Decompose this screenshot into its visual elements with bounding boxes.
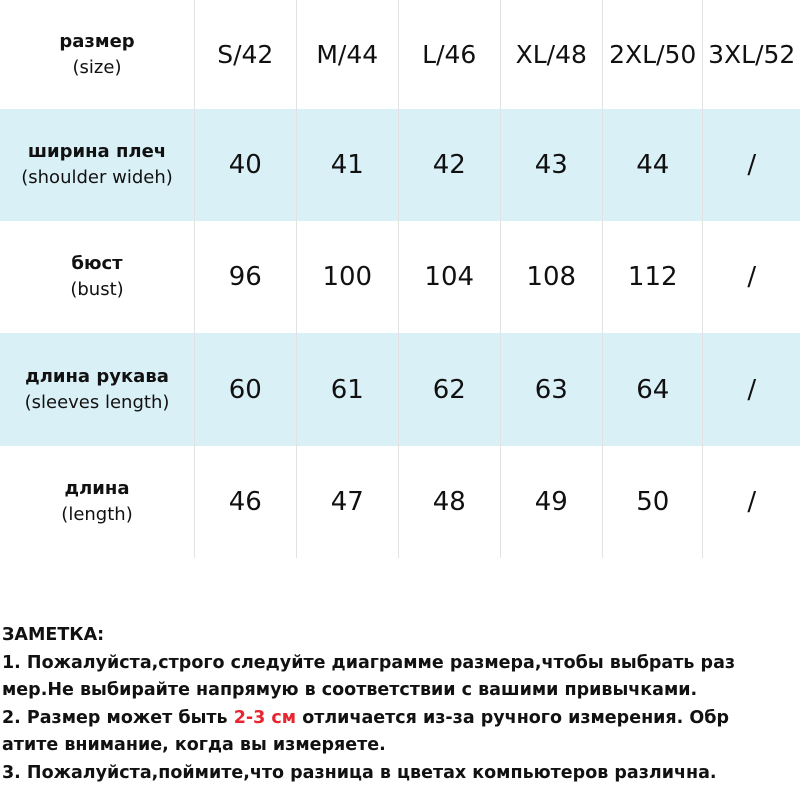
value-cell: 46 — [194, 446, 296, 558]
value-cell: 63 — [500, 333, 602, 446]
value-cell: 44 — [602, 109, 703, 221]
size-cell: 3XL/52 — [702, 0, 800, 109]
value-cell: / — [702, 333, 800, 446]
value-cell: 60 — [194, 333, 296, 446]
size-cell: L/46 — [398, 0, 500, 109]
value-cell: 41 — [296, 109, 398, 221]
row-label-cell — [0, 221, 194, 333]
size-header-row — [0, 0, 800, 109]
value-cell: 61 — [296, 333, 398, 446]
size-cell: M/44 — [296, 0, 398, 109]
note-2-prefix: 2. Размер может быть — [2, 707, 234, 728]
row-label-cell — [0, 446, 194, 558]
value-cell: 47 — [296, 446, 398, 558]
row-label-cell — [0, 333, 194, 446]
row-label-en: (length) — [61, 504, 133, 525]
note-line-3: 3. Пожалуйста,поймите,что разница в цветах компьютеров различна. — [2, 762, 717, 783]
value-cell: 40 — [194, 109, 296, 221]
size-cell: S/42 — [194, 0, 296, 109]
row-label-ru: длина — [64, 478, 130, 499]
notes-title: ЗАМЕТКА: — [2, 625, 105, 645]
note-line-1a: 1. Пожалуйста,строго следуйте диаграмме размера,чтобы выбрать раз — [2, 652, 736, 673]
value-cell: 108 — [500, 221, 602, 333]
row-label-cell — [0, 109, 194, 221]
value-cell: 50 — [602, 446, 703, 558]
value-cell: 42 — [398, 109, 500, 221]
note-2-highlight: 2-3 см — [233, 707, 297, 728]
table-row-length — [0, 446, 800, 558]
header-label-en: (size) — [72, 56, 122, 78]
table-row-shoulder-width — [0, 109, 800, 221]
row-label-ru: бюст — [71, 253, 123, 274]
header-label-cell — [0, 0, 194, 109]
value-cell: / — [702, 446, 800, 558]
note-line-2b: атите внимание, когда вы измеряете. — [2, 735, 386, 755]
notes-section — [2, 622, 798, 787]
value-cell: 49 — [500, 446, 602, 558]
value-cell: / — [702, 221, 800, 333]
row-label-en: (shoulder wideh) — [21, 167, 173, 188]
row-label-en: (bust) — [70, 279, 124, 300]
value-cell: / — [702, 109, 800, 221]
value-cell: 112 — [602, 221, 703, 333]
value-cell: 100 — [296, 221, 398, 333]
note-line-1b: мер.Не выбирайте напрямую в соответствии с вашими привычками. — [2, 680, 698, 700]
value-cell: 64 — [602, 333, 703, 446]
value-cell: 62 — [398, 333, 500, 446]
value-cell: 96 — [194, 221, 296, 333]
row-label-ru: ширина плеч — [27, 141, 167, 162]
table-row-sleeve-length — [0, 333, 800, 446]
note-2-suffix: отличается из-за ручного измерения. Обр — [296, 707, 730, 728]
value-cell: 48 — [398, 446, 500, 558]
size-cell: XL/48 — [500, 0, 602, 109]
value-cell: 104 — [398, 221, 500, 333]
row-label-en: (sleeves length) — [24, 391, 170, 413]
value-cell: 43 — [500, 109, 602, 221]
note-line-2a — [2, 705, 798, 733]
table-row-bust — [0, 221, 800, 333]
size-cell: 2XL/50 — [602, 0, 703, 109]
row-label-ru: длина рукава — [25, 365, 169, 387]
header-label-ru: размер — [59, 30, 135, 52]
